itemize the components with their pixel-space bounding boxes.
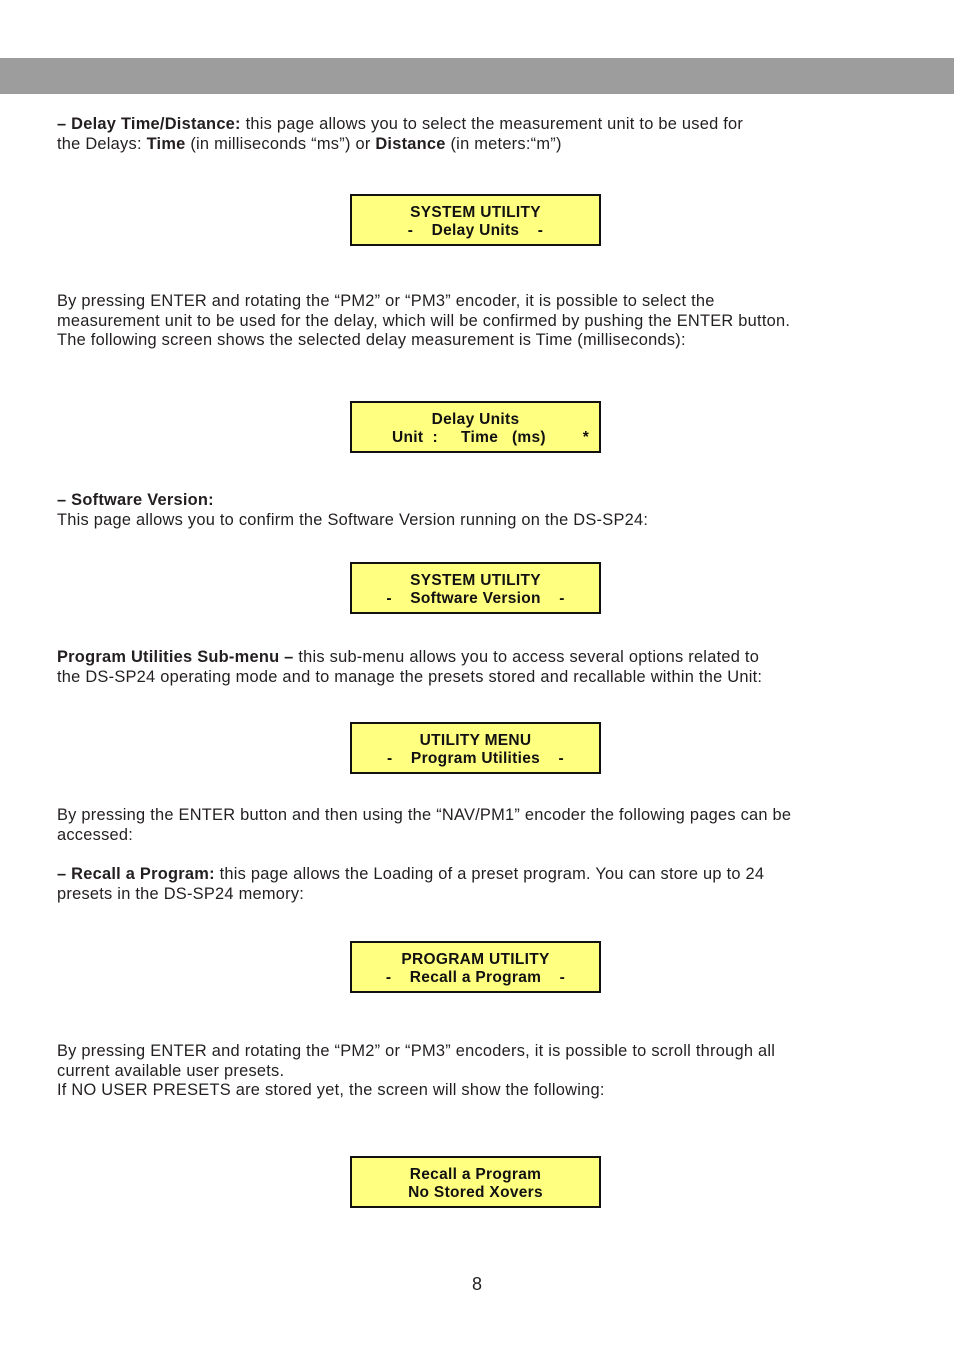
- paragraph-scroll-presets: By pressing ENTER and rotating the “PM2” or “PM3” encoders, it is possible to scroll through all current available user presets. If NO USER PRESETS are stored yet, the screen will show the following:: [57, 1042, 776, 1099]
- paragraph-program-utilities: Program Utilities Sub-menu – this sub-menu allows you to access several options related to the DS-SP24 operating mode and to manage the presets stored and recallable within the Unit:: [57, 648, 763, 686]
- paragraph-delay-time-distance: – Delay Time/Distance: this page allows you to select the measurement unit to be used for the Delays: Time (in milliseconds “ms”) or Distance (in meters:“m”): [57, 115, 744, 153]
- section-heading: – Software Version:: [57, 491, 214, 509]
- lcd-screen-no-stored-xovers: Recall a Program No Stored Xovers: [350, 1156, 601, 1208]
- section-heading: – Delay Time/Distance:: [57, 115, 241, 133]
- lcd-screen-program-utility-recall: PROGRAM UTILITY - Recall a Program -: [350, 941, 601, 993]
- paragraph-software-version: – Software Version: This page allows you to confirm the Software Version running on the DS-SP24:: [57, 491, 649, 529]
- page-number: 8: [471, 1274, 482, 1294]
- paragraph-enter-nav: By pressing the ENTER button and then using the “NAV/PM1” encoder the following pages can be accessed:: [57, 806, 792, 844]
- lcd-screen-utility-menu-program-utilities: UTILITY MENU - Program Utilities -: [350, 722, 601, 774]
- paragraph-delay-selection: By pressing ENTER and rotating the “PM2” or “PM3” encoder, it is possible to select the measurement unit to be used for the delay, which will be confirmed by pushing the ENTER button. The following screen shows the selected delay measurement is Time (milliseconds):: [57, 292, 791, 349]
- lcd-screen-system-utility-software-version: SYSTEM UTILITY - Software Version -: [350, 562, 601, 614]
- section-heading: – Recall a Program:: [57, 865, 215, 883]
- section-heading: Program Utilities Sub-menu –: [57, 648, 294, 666]
- lcd-screen-delay-units-time: Delay Units Unit : Time (ms) *: [350, 401, 601, 453]
- paragraph-recall-program: – Recall a Program: this page allows the Loading of a preset program. You can store up to 24 presets in the DS-SP24 memory:: [57, 865, 765, 903]
- lcd-screen-system-utility-delay-units: SYSTEM UTILITY - Delay Units -: [350, 194, 601, 246]
- header-bar: [0, 58, 954, 94]
